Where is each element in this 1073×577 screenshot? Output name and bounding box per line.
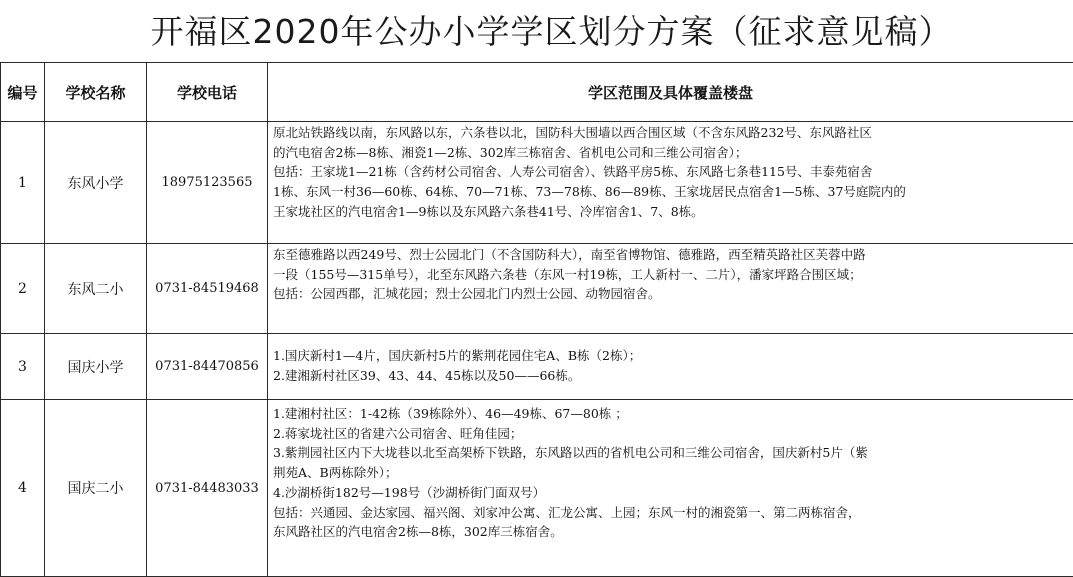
scope-line: 荆苑A、B两栋除外）； — [273, 463, 1069, 483]
scope-line: 4.沙湖桥街182号—198号（沙湖桥街门面双号） — [273, 483, 1069, 503]
scope-line: 包括：王家垅1—21栋（含药材公司宿舍、人寿公司宿舍）、铁路平房5栋、东风路七条巷115号、丰泰苑宿舍 — [273, 162, 1069, 182]
scope-line: 原北站铁路线以南，东风路以东，六条巷以北，国防科大围墙以西合围区域（不含东风路232号、东风路社区 — [273, 123, 1069, 143]
document-title: 开福区2020年公办小学学区划分方案（征求意见稿） — [0, 0, 1073, 60]
scope-line: 东至德雅路以西249号、烈士公园北门（不含国防科大），南至省博物馆、德雅路，西至精英路社区芙蓉中路 — [273, 245, 1069, 265]
table-row — [1, 400, 1073, 577]
header-number: 编号 — [1, 63, 45, 122]
scope-line: 1栋、东风一村36—60栋、64栋、70—71栋、73—78栋、86—89栋、王家垅居民点宿舍1—5栋、37号庭院内的 — [273, 182, 1069, 202]
school-phone: 0731-84470856 — [147, 334, 268, 400]
header-school-name: 学校名称 — [45, 63, 147, 122]
table-row — [1, 122, 1073, 244]
table-row — [1, 334, 1073, 400]
row-number: 4 — [1, 400, 45, 577]
school-phone: 18975123565 — [147, 122, 268, 244]
scope-line: 王家垅社区的汽电宿舍1—9栋以及东风路六条巷41号、冷库宿舍1、7、8栋。 — [273, 202, 1069, 222]
scope-line: 包括：公园西郡，汇城花园；烈士公园北门内烈士公园、动物园宿舍。 — [273, 284, 1069, 304]
district-scope — [268, 122, 1073, 244]
district-scope — [268, 244, 1073, 334]
school-name: 国庆小学 — [45, 334, 147, 400]
row-number: 3 — [1, 334, 45, 400]
school-name: 东风二小 — [45, 244, 147, 334]
district-scope — [268, 400, 1073, 577]
header-school-phone: 学校电话 — [147, 63, 268, 122]
table-row — [1, 244, 1073, 334]
school-district-table — [0, 62, 1073, 577]
scope-line: 东风路社区的汽电宿舍2栋—8栋，302库三栋宿舍。 — [273, 522, 1069, 542]
scope-line: 2.蒋家垅社区的省建六公司宿舍、旺角佳园； — [273, 424, 1069, 444]
school-name: 国庆二小 — [45, 400, 147, 577]
scope-line: 1.国庆新村1—4片，国庆新村5片的紫荆花园住宅A、B栋（2栋）； — [273, 346, 1069, 366]
scope-line: 2.建湘新村社区39、43、44、45栋以及50——66栋。 — [273, 366, 1069, 386]
scope-line: 一段（155号—315单号），北至东风路六条巷（东风一村19栋，工人新村一、二片），潘家坪路合围区域； — [273, 265, 1069, 285]
school-phone: 0731-84483033 — [147, 400, 268, 577]
header-district-scope: 学区范围及具体覆盖楼盘 — [268, 63, 1073, 122]
row-number: 1 — [1, 122, 45, 244]
scope-line: 1.建湘村社区：1-42栋（39栋除外）、46—49栋、67—80栋 ； — [273, 404, 1069, 424]
scope-line: 3.紫荆园社区内下大垅巷以北至高架桥下铁路，东风路以西的省机电公司和三维公司宿舍，国庆新村5片（紫 — [273, 443, 1069, 463]
district-scope — [268, 334, 1073, 400]
scope-line: 包括：兴通园、金达家园、福兴阁、刘家冲公寓、汇龙公寓、上园；东风一村的湘瓷第一、第二两栋宿舍， — [273, 503, 1069, 523]
table-header-row — [1, 63, 1073, 122]
school-name: 东风小学 — [45, 122, 147, 244]
school-phone: 0731-84519468 — [147, 244, 268, 334]
scope-line: 的汽电宿舍2栋—8栋、湘瓷1—2栋、302库三栋宿舍、省机电公司和三维公司宿舍）； — [273, 143, 1069, 163]
row-number: 2 — [1, 244, 45, 334]
